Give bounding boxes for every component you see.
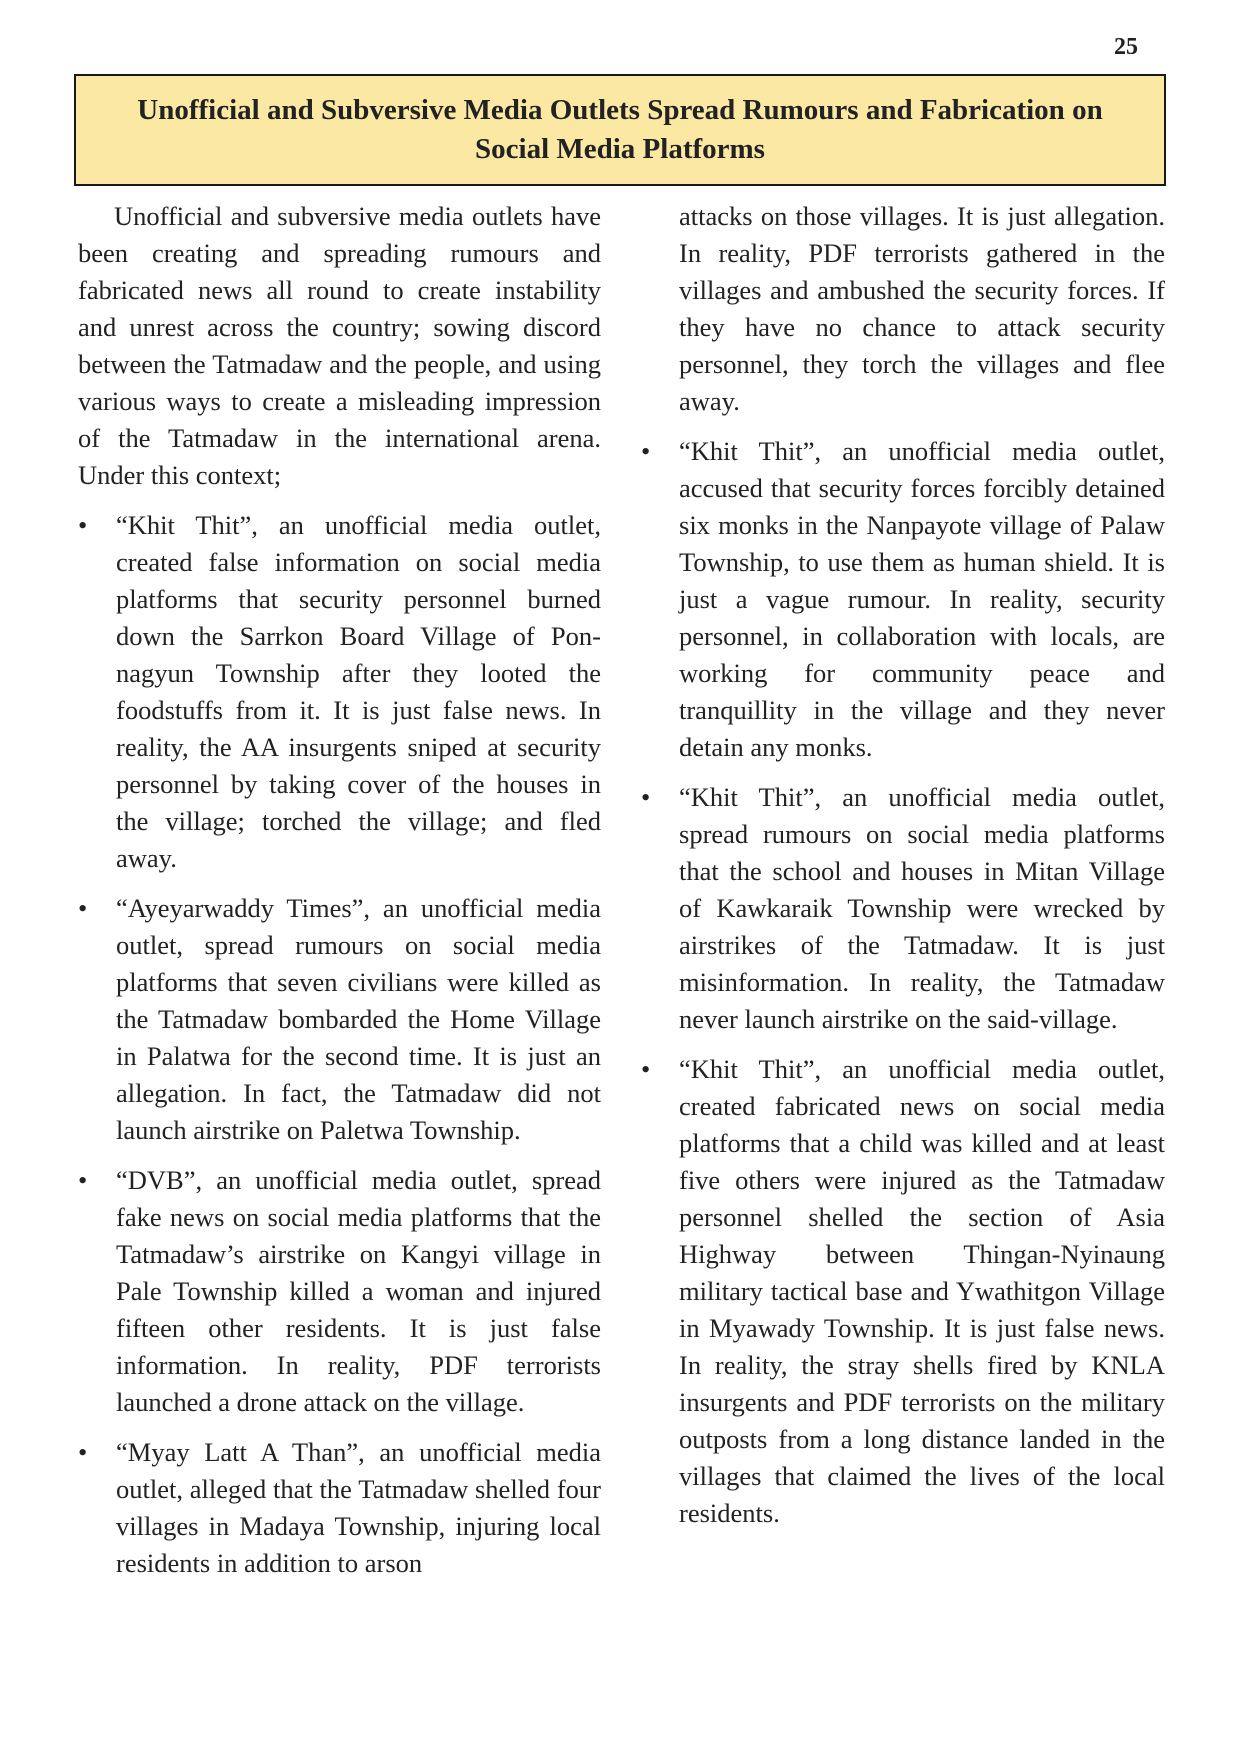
page-number: 25 [1114,34,1138,60]
left-column [78,198,601,1582]
bullet-icon: • [641,436,651,466]
list-item-text: “Ayeyarwaddy Times”, an unofficial media outlet, spread rumours on social media platforms that seven civilians were killed as the Tatmadaw bombarded the Home Village in Palatwa for the second time. It is just an allegation. In fact, the Tatmadaw did not launch airstrike on Paletwa Township. [116,893,601,1145]
list-item [78,507,601,877]
section-title: Unofficial and Subversive Media Outlets Spread Rumours and Fabrication on Social Media Platforms [137,94,1103,165]
bullet-icon: • [78,1165,88,1195]
list-item-text: “Khit Thit”, an unofficial media outlet, accused that security forces forcibly detained six monks in the Nanpayote village of Palaw Township, to use them as human shield. It is just a vague rumour. In reality, security personnel, in collaboration with locals, are working for community peace and tranquillity in the village and they never detain any monks. [679,436,1165,762]
list-item [78,1162,601,1421]
list-item-text: “DVB”, an unofficial media outlet, spread fake news on social media platforms that the Tatmadaw’s airstrike on Kangyi village in Pale Township killed a woman and injured fifteen other residents. It is just false information. In reality, PDF terrorists launched a drone attack on the village. [116,1165,601,1417]
list-item-text: “Myay Latt A Than”, an unofficial media outlet, alleged that the Tatmadaw shelled four villages in Madaya Township, injuring local residents in addition to arson [116,1437,601,1578]
continuation-text: attacks on those villages. It is just allegation. In reality, PDF terrorists gathered in the villages and ambushed the security forces. If they have no chance to attack security personnel, they torch the villages and flee away. [679,201,1165,416]
list-item-text: “Khit Thit”, an unofficial media outlet, spread rumours on social media platforms that the school and houses in Mitan Village of Kawkaraik Township were wrecked by airstrikes of the Tatmadaw. It is just misinformation. In reality, the Tatmadaw never launch airstrike on the said-village. [679,782,1165,1034]
list-item [641,779,1165,1038]
list-item-text: “Khit Thit”, an unofficial media outlet, created fabricated news on social media platforms that a child was killed and at least five others were injured as the Tatmadaw personnel shelled the section of Asia Highway between Thingan-Nyinaung military tactical base and Ywathitgon Village in Myawady Township. It is just false news. In reality, the stray shells fired by KNLA insurgents and PDF terrorists on the military outposts from a long distance landed in the villages that claimed the lives of the local residents. [679,1054,1165,1528]
list-item [641,433,1165,766]
list-item [78,1434,601,1582]
list-item-continuation [641,198,1165,420]
intro-paragraph: Unofficial and subversive media outlets have been creating and spreading rumours and fabricated news all round to create instability and unrest across the country; sowing discord between the Tatmadaw and the people, and using various ways to create a misleading impression of the Tatmadaw in the international arena. Under this context; [78,201,601,490]
bullet-icon: • [641,782,651,812]
bullet-icon: • [78,510,88,540]
bullet-icon: • [78,1437,88,1467]
bullet-icon: • [641,1054,651,1084]
section-title-box [74,74,1166,186]
right-column [641,198,1165,1532]
list-item [641,1051,1165,1532]
list-item-text: “Khit Thit”, an unofficial media outlet, created false information on social media platforms that security personnel burned down the Sarrkon Board Village of Ponnagyun Township after they looted the foodstuffs from it. It is just false news. In reality, the AA insurgents sniped at security personnel by taking cover of the houses in the village; torched the village; and fled away. [116,510,601,873]
bullet-icon: • [78,893,88,923]
list-item [78,890,601,1149]
